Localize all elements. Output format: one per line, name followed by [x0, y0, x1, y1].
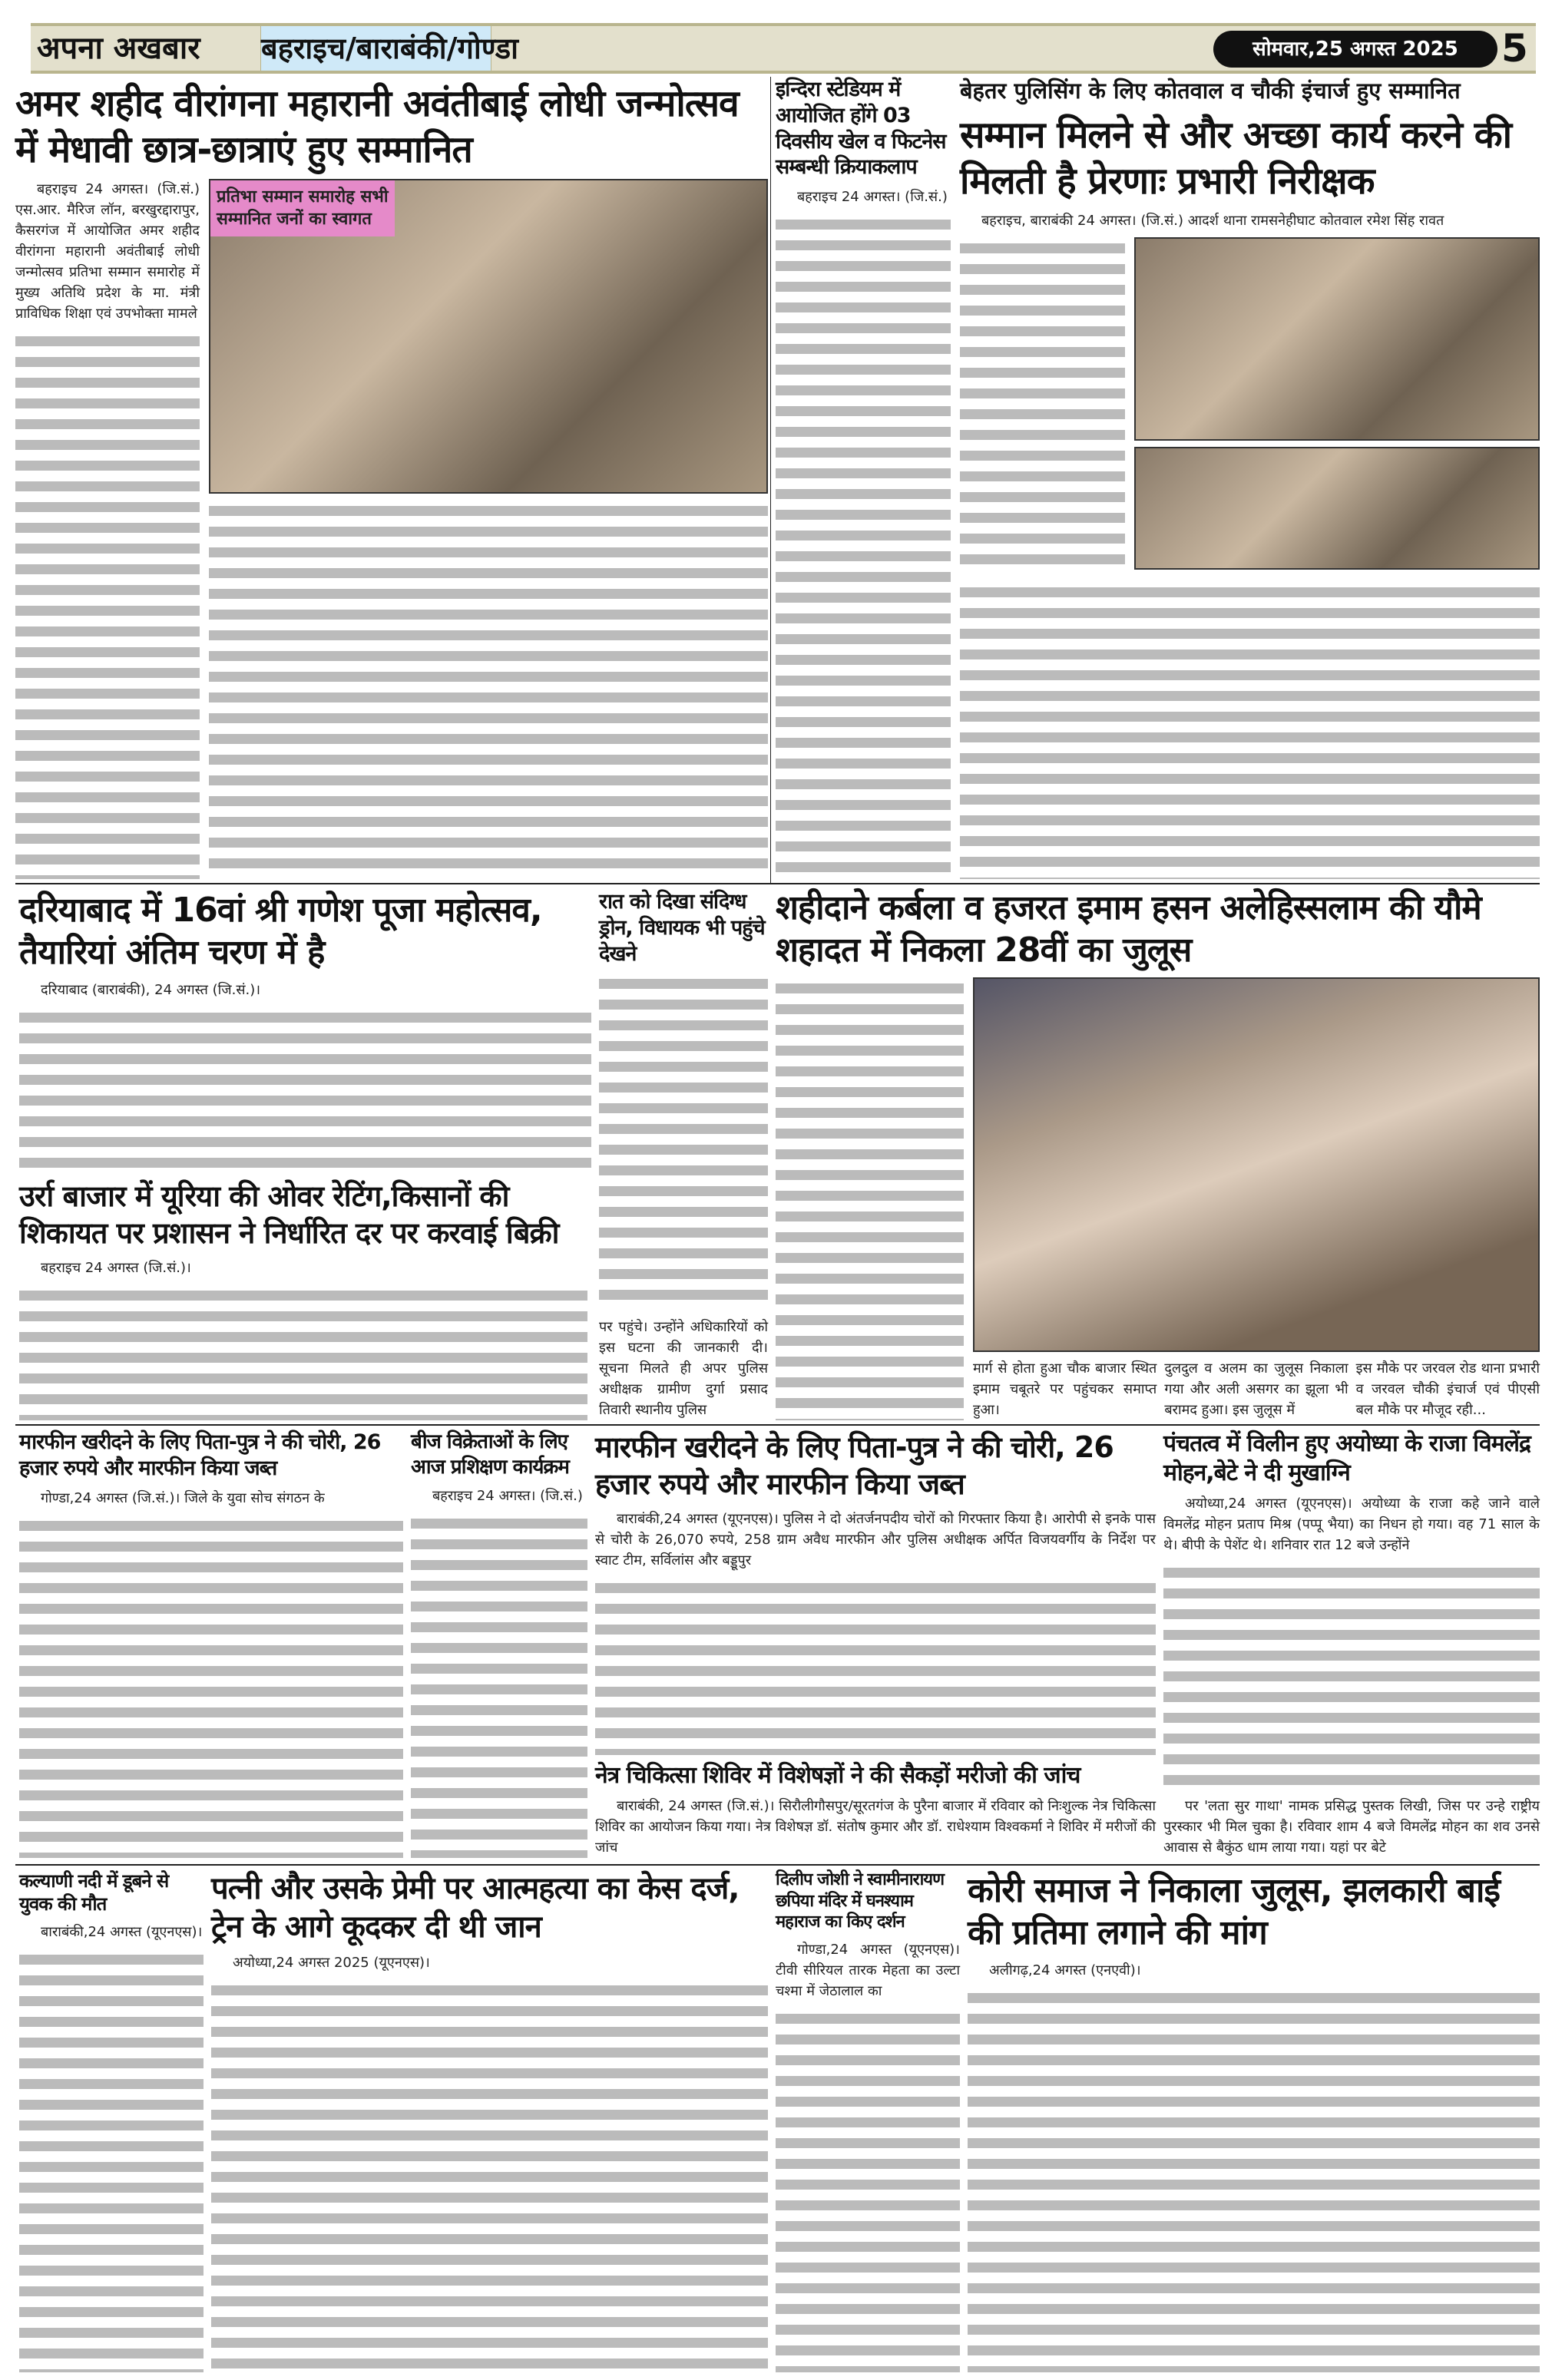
stadium-body-text: बहराइच 24 अगस्त। (जि.सं.) [797, 189, 948, 205]
morphine-body [595, 1577, 1156, 1755]
joshi-body [776, 2008, 960, 2373]
newspaper-brand: अपना अखबार [31, 26, 261, 71]
section-divider [15, 1864, 1540, 1866]
drone-body: पर पहुंचे। उन्होंने अधिकारियों को इस घटना की जानकारी दी। सूचना मिलते ही अपर पुलिस अधीक्षक ग्रामीण दुर्गा प्रसाद तिवारी स्थानीय पुलिस [599, 1319, 768, 1418]
photo-award-ceremony [209, 179, 768, 494]
seeds-body-text: बहराइच 24 अगस्त। (जि.सं.) [432, 1488, 583, 1504]
story-kalyani [19, 1869, 204, 2372]
eye-camp-body: बाराबंकी, 24 अगस्त (जि.सं.)। सिरौलीगौसपुर/सूरतगंज के पुरैना बाजार में रविवार को निःशुल्क नेत्र चिकित्सा शिविर का आयोजन किया गया। नेत्र विशेषज्ञ डॉ. संतोष कुमार और डॉ. राधेश्याम विश्वकर्मा ने शिविर में मरीजों की जांच [595, 1798, 1156, 1856]
headline-kori: कोरी समाज ने निकाला जुलूस, झलकारी बाई की प्रतिमा लगाने की मांग [968, 1871, 1500, 1952]
urea-body-text: बहराइच 24 अगस्त (जि.सं.)। [41, 1260, 191, 1276]
headline-kalyani: कल्याणी नदी में डूबने से युवक की मौत [19, 1870, 169, 1915]
headline-joshi: दिलीप जोशी ने स्वामीनारायण छपिया मंदिर में घनश्याम महाराज का किए दर्शन [776, 1870, 944, 1932]
story-lodhi [15, 81, 768, 879]
story-seeds [411, 1430, 587, 1858]
ayodhya-body [1163, 1562, 1540, 1790]
story-morphine-eye [595, 1430, 1156, 1858]
kori-body [968, 1987, 1540, 2372]
photo-procession [973, 977, 1540, 1352]
urea-body [19, 1284, 587, 1420]
ayodhya-body-text: अयोध्या,24 अगस्त (यूएनएस)। अयोध्या के राजा कहे जाने वाले विमलेंद्र मोहन प्रताप मिश्र (पप्पू भैया) का निधन हो गया। वह 71 साल के थे। बीपी के पेशेंट थे। शनिवार रात 12 बजे उन्होंने [1163, 1496, 1540, 1553]
headline-lodhi: अमर शहीद वीरांगना महारानी अवंतीबाई लोधी जन्मोत्सव में मेधावी छात्र-छात्राएं हुए सम्मानित [15, 82, 739, 171]
headline-eye-camp: नेत्र चिकित्सा शिविर में विशेषज्ञों ने की सैकड़ों मरीजो की जांच [595, 1761, 1080, 1789]
story-morphine-small [19, 1430, 403, 1858]
photo-banner: प्रतिभा सम्मान समारोह सभी सम्मानित जनों का स्वागत [210, 180, 395, 236]
ganesh-body [19, 1007, 591, 1173]
headline-ayodhya: पंचतत्व में विलीन हुए अयोध्या के राजा विमलेंद्र मोहन,बेटे ने दी मुखाग्नि [1163, 1430, 1530, 1486]
headline-karbala: शहीदाने कर्बला व हजरत इमाम हसन अलेहिस्सलाम की यौमे शहादत में निकला 28वीं का जुलूस [776, 888, 1481, 970]
lodhi-body-text: बहराइच 24 अगस्त। (जि.सं.) एस.आर. मैरिज लॉन, बरखुरद्दारापुर, कैसरगंज में आयोजित अमर शहीद वीरांगना महारानी अवंतीबाई लोधी जन्मोत्सव प्रतिभा सम्मान समारोह में मुख्य अतिथि प्रदेश के मा. मंत्री प्राविधिक शिक्षा एवं उपभोक्ता मामले [15, 181, 200, 322]
masthead [31, 23, 1536, 74]
karbala-col3: इस मौके पर जरवल रोड थाना प्रभारी व जरवल चौकी इंचार्ज एवं पीएसी बल मौके पर मौजूद रही... [1355, 1360, 1540, 1418]
morphine-body-text: बाराबंकी,24 अगस्त (यूएनएस)। पुलिस ने दो अंतर्जनपदीय चोरों को गिरफ्तार किया है। आरोपी से इनके पास से चोरी के 26,070 रुपये, 258 ग्राम अवैध मारफीन और पुलिस अधीक्षक अर्पित विजयवर्गीय के निर्देश पर स्वाट टीम, सर्विलांस और बड्डूपुर [595, 1511, 1156, 1568]
story-karbala [776, 887, 1540, 1420]
morphine-small-text: गोण्डा,24 अगस्त (जि.सं.)। जिले के युवा सोच संगठन के [41, 1489, 325, 1506]
stadium-body [776, 213, 951, 879]
kicker-police: बेहतर पुलिसिंग के लिए कोतवाल व चौकी इंचार्ज हुए सम्मानित [960, 78, 1461, 104]
story-suicide [211, 1869, 768, 2372]
kalyani-body [19, 1949, 204, 2372]
edition-label: बहराइच/बाराबंकी/गोण्डा [261, 26, 491, 71]
lodhi-body-cols [209, 500, 768, 879]
photo-police-group [1134, 447, 1540, 570]
karbala-body-col [776, 977, 964, 1420]
story-joshi [776, 1869, 960, 2372]
column-divider [770, 77, 771, 883]
story-ganesh [19, 889, 591, 1173]
police-body-lead: बहराइच, बाराबंकी 24 अगस्त। (जि.सं.) आदर्श थाना रामसनेहीघाट कोतवाल रमेश सिंह रावत [981, 212, 1444, 229]
story-urea [19, 1178, 587, 1420]
headline-urea: उर्रा बाजार में यूरिया की ओवर रेटिंग,किसानों की शिकायत पर प्रशासन ने निर्धारित दर पर करवाई बिक्री [19, 1179, 559, 1250]
morphine-small-body [19, 1515, 403, 1859]
story-ayodhya [1163, 1430, 1540, 1858]
drone-body-top [599, 973, 768, 1311]
section-divider [15, 1424, 1540, 1426]
section-divider [15, 883, 1540, 884]
headline-drone: रात को दिखा संदिग्ध ड्रोन, विधायक भी पहुंचे देखने [599, 890, 765, 966]
page-number: 5 [1501, 26, 1528, 71]
headline-morphine: मारफीन खरीदने के लिए पिता-पुत्र ने की चोरी, 26 हजार रुपये और मारफीन किया जब्त [595, 1430, 1113, 1501]
police-body-full [960, 581, 1540, 879]
date-badge: सोमवार,25 अगस्त 2025 [1213, 31, 1497, 68]
kalyani-body-text: बाराबंकी,24 अगस्त (यूएनएस)। [41, 1924, 203, 1940]
headline-police: सम्मान मिलने से और अच्छा कार्य करने की मिलती है प्रेरणाः प्रभारी निरीक्षक [960, 113, 1512, 203]
photo-police-honor [1134, 237, 1540, 441]
headline-ganesh: दरियाबाद में 16वां श्री गणेश पूजा महोत्सव, तैयारियां अंतिम चरण में है [19, 891, 542, 972]
ganesh-body-text: दरियाबाद (बाराबंकी), 24 अगस्त (जि.सं.)। [41, 982, 261, 998]
story-stadium [776, 77, 951, 879]
headline-morphine-small: मारफीन खरीदने के लिए पिता-पुत्र ने की चोरी, 26 हजार रुपये और मारफीन किया जब्त [19, 1430, 381, 1480]
headline-stadium: इन्दिरा स्टेडियम में आयोजित होंगे 03 दिवसीय खेल व फिटनेस सम्बन्धी क्रियाकलाप [776, 78, 946, 180]
police-body-col [960, 237, 1125, 575]
story-police [960, 77, 1540, 879]
suicide-body-text: अयोध्या,24 अगस्त 2025 (यूएनएस)। [233, 1955, 430, 1971]
karbala-col1: मार्ग से होता हुआ चौक बाजार स्थित इमाम चबूतरे पर पहुंचकर समाप्त हुआ। [973, 1360, 1157, 1418]
story-drone [599, 889, 768, 1420]
lodhi-body-col1 [15, 330, 200, 879]
seeds-body [411, 1512, 587, 1858]
karbala-col2: दुलदुल व अलम का जुलूस निकाला गया और अली असगर का झूला भी बरामद हुआ। इस जुलूस में [1164, 1360, 1348, 1418]
ayodhya-body-text-2: पर 'लता सुर गाथा' नामक प्रसिद्ध पुस्तक लिखी, जिस पर उन्हे राष्ट्रीय पुरस्कार भी मिल चुका है। रविवार शाम 4 बजे विमलेंद्र मोहन का शव उनसे आवास से बैकुंठ धाम लाया गया। यहां पर बेटे [1163, 1798, 1540, 1856]
headline-suicide: पत्नी और उसके प्रेमी पर आत्महत्या का केस दर्ज, ट्रेन के आगे कूदकर दी थी जान [211, 1871, 740, 1945]
headline-seeds: बीज विक्रेताओं के लिए आज प्रशिक्षण कार्यक्रम [411, 1430, 569, 1479]
joshi-body-text: गोण्डा,24 अगस्त (यूएनएस)। टीवी सीरियल तारक मेहता का उल्टा चश्मा में जेठालाल का [776, 1941, 960, 1999]
suicide-body [211, 1979, 768, 2372]
story-kori [968, 1869, 1540, 2372]
kori-body-text: अलीगढ़,24 अगस्त (एनएवी)। [989, 1962, 1141, 1978]
